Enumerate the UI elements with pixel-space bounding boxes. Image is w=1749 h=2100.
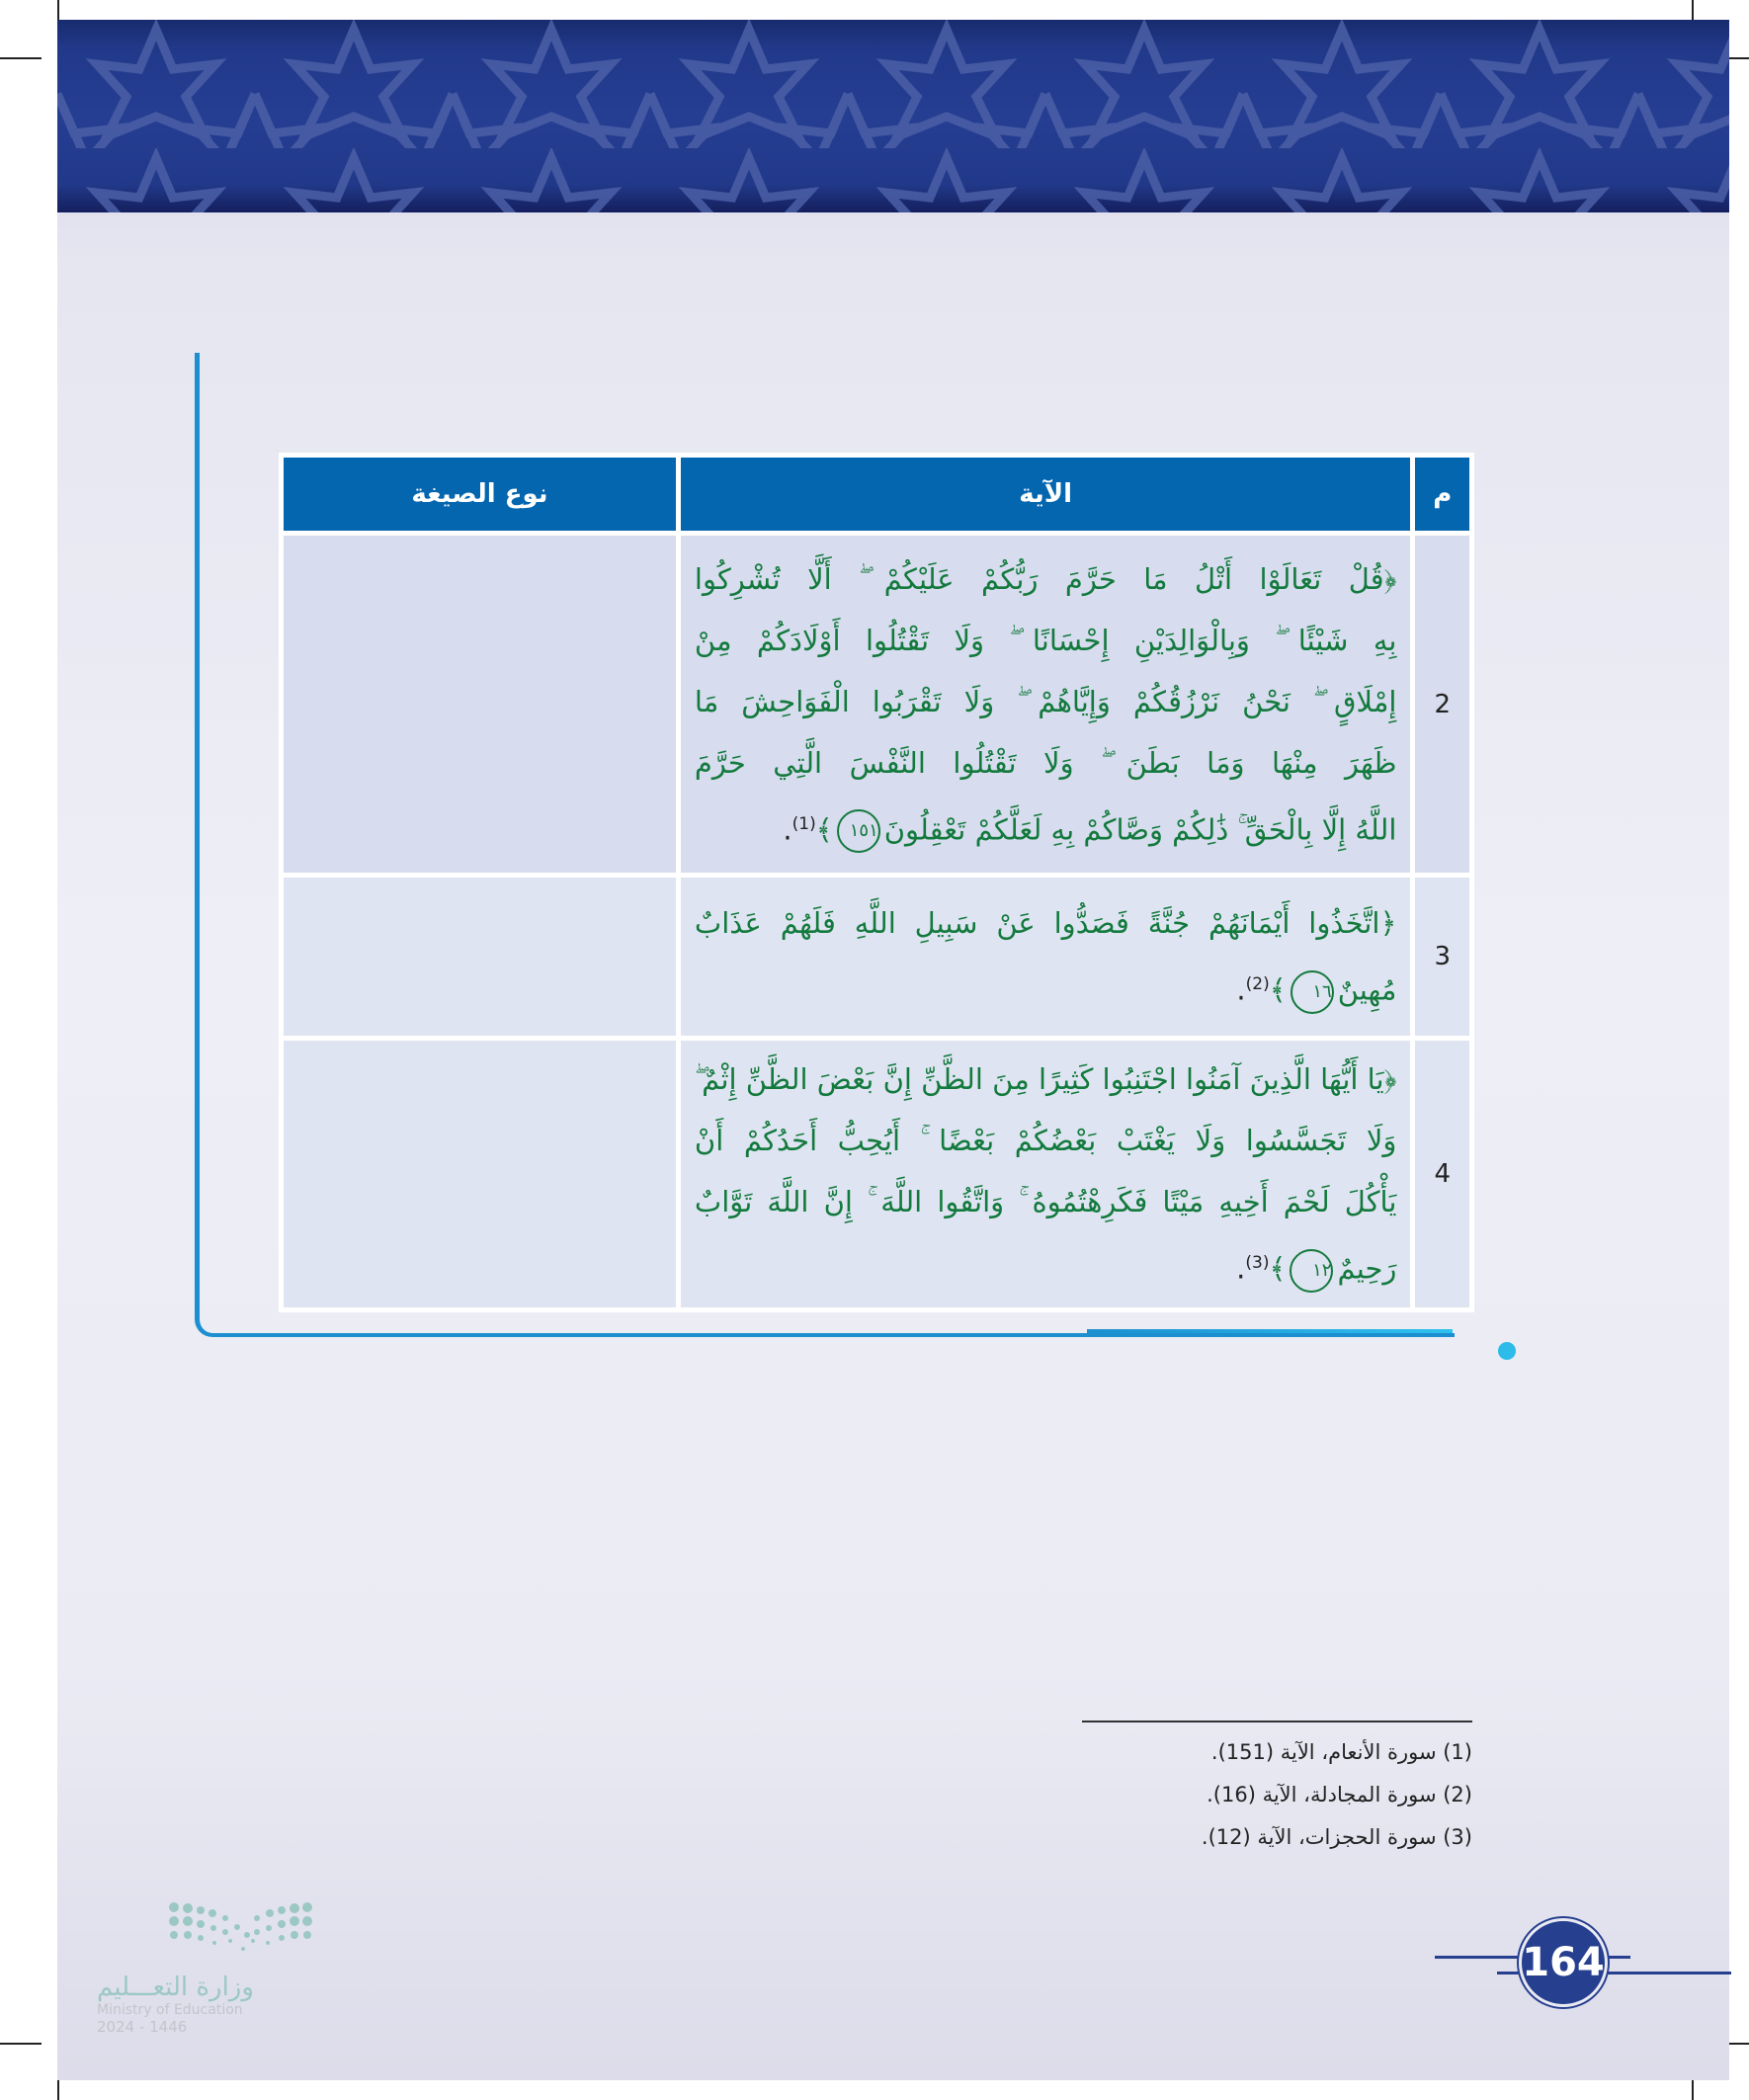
footnote-ref: (3) (1245, 1253, 1270, 1273)
header-ayah: الآية (681, 458, 1411, 531)
crop-mark (0, 57, 42, 59)
row-number: 3 (1415, 878, 1469, 1036)
ayah-cell (681, 878, 1411, 1036)
ayah-line: ﴿يَا أَيُّهَا الَّذِينَ آمَنُوا اجْتَنِبُوا كَثِيرًا مِنَ الظَّنِّ إِنَّ بَعْضَ الظَّنِّ إِثْمٌ ۖ (694, 1062, 1397, 1096)
row-number: 4 (1415, 1041, 1469, 1307)
ayah-line: ﴿اتَّخَذُوا أَيْمَانَهُمْ جُنَّةً فَصَدُّوا عَنْ سَبِيلِ اللَّهِ فَلَهُمْ عَذَابٌ (694, 906, 1397, 941)
type-cell[interactable] (284, 1041, 676, 1307)
ayah-text: رَحِيمٌ (1337, 1251, 1397, 1286)
header-type: نوع الصيغة (284, 458, 676, 531)
ayah-text: مُهِينٌ (1337, 972, 1397, 1007)
footnote-3: (3) سورة الحجزات، الآية (12). (1201, 1825, 1472, 1849)
ayah-number-marker: ١٥١ (837, 809, 880, 853)
ayah-line-final (695, 1232, 1397, 1300)
footnote-1: (1) سورة الأنعام، الآية (151). (1210, 1740, 1472, 1764)
row-number: 2 (1415, 536, 1469, 873)
ayah-line: ظَهَرَ مِنْهَا وَمَا بَطَنَ ۖ وَلَا تَقْتُلُوا النَّفْسَ الَّتِي حَرَّمَ (694, 745, 1397, 780)
ayah-line: بِهِ شَيْئًا ۖ وَبِالْوَالِدَيْنِ إِحْسَانًا ۖ وَلَا تَقْتُلُوا أَوْلَادَكُمْ مِنْ (694, 623, 1397, 657)
footnote-divider (1082, 1721, 1472, 1722)
table-header-row (284, 458, 1469, 531)
closing-bracket: ﴾ (1269, 972, 1287, 1007)
header-number: م (1415, 458, 1469, 531)
table-row (284, 1041, 1469, 1307)
ayah-line: إِمْلَاقٍ ۖ نَحْنُ نَرْزُقُكُمْ وَإِيَّاهُمْ ۖ وَلَا تَقْرَبُوا الْفَوَاحِشَ مَا (694, 684, 1397, 718)
ayah-line-final (695, 794, 1397, 861)
table-row (284, 878, 1469, 1036)
footnote-ref: (2) (1245, 974, 1270, 995)
closing-bracket: ﴾ (815, 812, 833, 847)
table-row (284, 536, 1469, 873)
footnote-ref: (1) (791, 813, 816, 834)
ayah-number-marker: ١٢ (1290, 1249, 1333, 1293)
ayah-cell (681, 1041, 1411, 1307)
page-number-line (1435, 1956, 1524, 1959)
ayah-line: ﴿قُلْ تَعَالَوْا أَتْلُ مَا حَرَّمَ رَبُّكُمْ عَلَيْكُمْ ۖ أَلَّا تُشْرِكُوا (694, 561, 1397, 596)
closing-bracket: ﴾ (1269, 1251, 1287, 1286)
ayah-number-marker: ١٦ (1291, 970, 1334, 1014)
end-dot: . (1236, 972, 1246, 1007)
footnote-2: (2) سورة المجادلة، الآية (16). (1207, 1783, 1472, 1806)
type-cell[interactable] (284, 878, 676, 1036)
ayah-cell (681, 536, 1411, 873)
academic-year: 2024 - 1446 (97, 2018, 188, 2036)
frame-line-gradient (1087, 1329, 1453, 1333)
ministry-name-arabic: وزارة التعـــليم (97, 1973, 254, 2002)
page-number-line (1601, 1972, 1731, 1974)
ayah-line-final (695, 954, 1397, 1021)
ministry-logo (97, 1899, 334, 2036)
frame-line-end-dot (1498, 1342, 1516, 1360)
end-dot: . (783, 812, 792, 847)
page-number-badge: 164 (1519, 1918, 1608, 2007)
ministry-dots-emblem (166, 1899, 403, 1969)
crop-mark (0, 2043, 42, 2045)
ayah-text: اللَّهُ إِلَّا بِالْحَقِّ ۚ ذَٰلِكُمْ وَصَّاكُمْ بِهِ لَعَلَّكُمْ تَعْقِلُونَ (883, 812, 1397, 847)
header-banner (57, 20, 1729, 212)
ayah-table (279, 453, 1474, 1312)
ministry-name-english: Ministry of Education (97, 2002, 243, 2018)
islamic-star-pattern (57, 20, 1729, 212)
ayah-line: يَأْكُلَ لَحْمَ أَخِيهِ مَيْتًا فَكَرِهْتُمُوهُ ۚ وَاتَّقُوا اللَّهَ ۚ إِنَّ اللَّهَ تَوَّابٌ (694, 1185, 1397, 1218)
ayah-line: وَلَا تَجَسَّسُوا وَلَا يَغْتَبْ بَعْضُكُمْ بَعْضًا ۚ أَيُحِبُّ أَحَدُكُمْ أَنْ (694, 1124, 1397, 1157)
end-dot: . (1236, 1251, 1246, 1286)
type-cell[interactable] (284, 536, 676, 873)
